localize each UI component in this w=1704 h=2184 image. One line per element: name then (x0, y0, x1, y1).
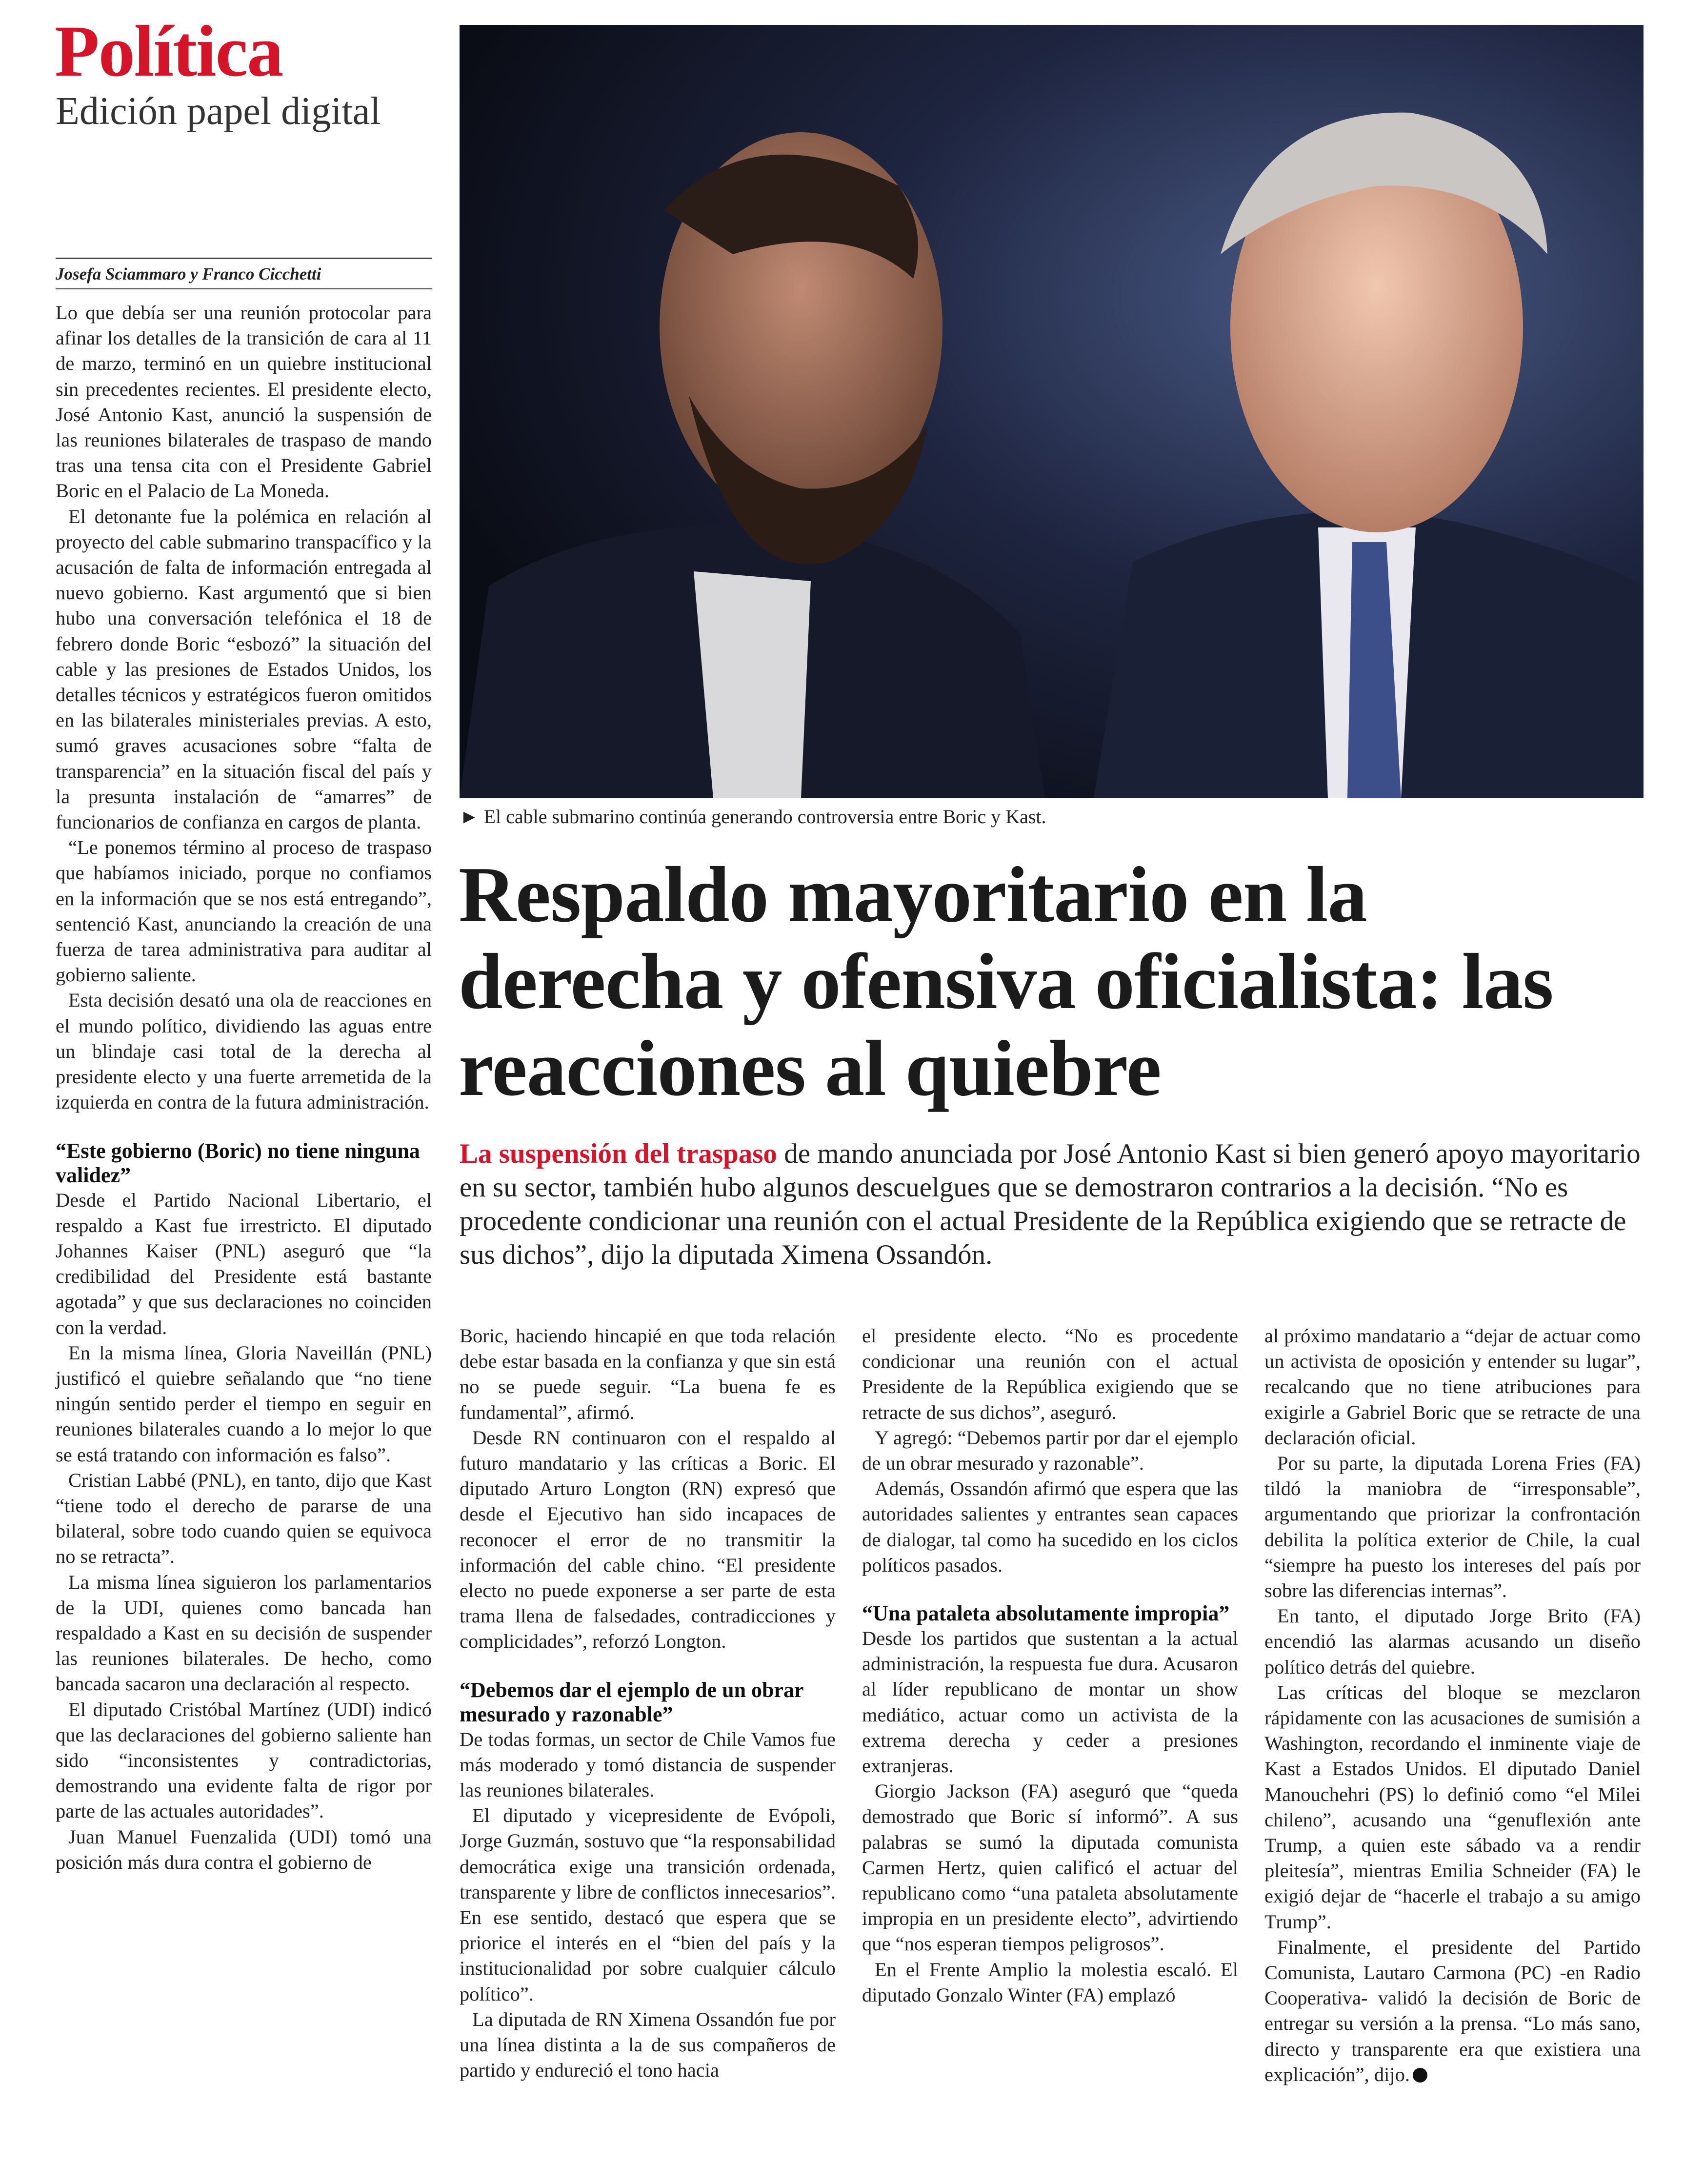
article-column-3 (862, 1323, 1238, 2008)
article-column-1 (56, 258, 432, 1875)
edition-label: Edición papel digital (56, 90, 381, 133)
paragraph: Además, Ossandón afirmó que espera que las autoridades salientes y entrantes sean capaces de dialogar, tal como ha sucedido en los ciclos políticos pasados. (862, 1477, 1238, 1576)
article-column-4 (1264, 1323, 1641, 2087)
paragraph: Y agregó: “Debemos partir por dar el ejemplo de un obrar mesurado y razonable”. (862, 1426, 1238, 1475)
end-mark-icon (1413, 2068, 1427, 2083)
paragraph: el presidente electo. “No es procedente condicionar una reunión con el actual Presidente de la República exigiendo que se retracte de sus dichos”, aseguró. (862, 1325, 1238, 1423)
article-column-2 (460, 1323, 836, 2083)
paragraph: Desde RN continuaron con el respaldo al futuro mandatario y las críticas a Boric. El diputado Arturo Longton (RN) expresó que desde el Ejecutivo han sido incapaces de reconocer el error de no transmitir la información del cable chino. “El presidente electo no puede exponerse a ser parte de esta trama llena de falsedades, contradicciones y complicidades”, reforzó Longton. (460, 1426, 836, 1653)
article-photo (460, 25, 1644, 798)
paragraph (1264, 1935, 1641, 2087)
closing-paragraph-text: Finalmente, el presidente del Partido Comunista, Lautaro Carmona (PC) -en Radio Cooperativa- validó la decisión de Boric de entregar su versión a la prensa. “Lo más sano, directo y transparente era que existiera una explicación”, dijo. (1264, 1936, 1641, 2085)
paragraph: Desde los partidos que sustentan a la actual administración, la respuesta fue dura. Acusaron al líder republicano de montar un show mediático, actuar como un activista de la extrema derecha y ceder a presiones extranjeras. (862, 1627, 1238, 1777)
lead-highlight: La suspensión del traspaso (460, 1138, 777, 1169)
paragraph: La misma línea siguieron los parlamentarios de la UDI, quienes como bancada han respaldado a Kast en su decisión de suspender las reuniones bilaterales. De hecho, como bancada sacaron una declaración al respecto. (56, 1571, 432, 1695)
photo-boric-kast (460, 25, 1644, 798)
paragraph: La diputada de RN Ximena Ossandón fue por una línea distinta a la de sus compañeros de partido y endureció el tono hacia (460, 2008, 836, 2082)
paragraph: Giorgio Jackson (FA) aseguró que “queda demostrado que Boric sí informó”. A sus palabras se sumó la diputada comunista Carmen Hertz, quien calificó el actuar del republicano como “una pataleta absolutamente impropia en un presidente electo”, advirtiendo que “nos esperan tiempos peligrosos”. (862, 1780, 1238, 1955)
paragraph: Cristian Labbé (PNL), en tanto, dijo que Kast “tiene todo el derecho de pararse de una bilateral, sobre todo cuando quien se equivoca no se retracta”. (56, 1469, 432, 1568)
subheading: “Este gobierno (Boric) no tiene ninguna validez” (56, 1138, 420, 1187)
headline: Respaldo mayoritario en la derecha y ofensiva oficialista: las reacciones al quiebre (459, 851, 1553, 1112)
paragraph: De todas formas, un sector de Chile Vamos fue más moderado y tomó distancia de suspender las reuniones bilaterales. (460, 1728, 836, 1801)
paragraph: al próximo mandatario a “dejar de actuar como un activista de oposición y entender su lugar”, recalcando que no tiene atribuciones para exigirle a Gabriel Boric que se retracte de una declaración oficial. (1264, 1325, 1641, 1449)
paragraph: Esta decisión desató una ola de reacciones en el mundo político, dividiendo las aguas entre un blindaje casi total de la derecha al presidente electo y una fuerte arremetida de la izquierda en contra de la futura administración. (56, 989, 432, 1113)
paragraph: El detonante fue la polémica en relación al proyecto del cable submarino transpacífico y la acusación de falta de información entregada al nuevo gobierno. Kast argumentó que si bien hubo una conversación telefónica el 18 de febrero donde Boric “esbozó” la situación del cable y las presiones de Estados Unidos, los detalles técnicos y estratégicos fueron omitidos en las bilaterales ministeriales previas. A esto, sumó graves acusaciones sobre “falta de transparencia” en la situación fiscal del país y la presunta instalación de “amarres” de funcionarios de confianza en cargos de planta. (56, 505, 432, 833)
photo-caption: ► El cable submarino continúa generando controversia entre Boric y Kast. (460, 806, 1046, 828)
section-title: Política (55, 11, 283, 92)
paragraph: Por su parte, la diputada Lorena Fries (FA) tildó la maniobra de “irresponsable”, argumentando que priorizar la confrontación debilita la política exterior de Chile, la cual “siempre ha puesto los intereses del país por sobre las diferencias internas”. (1264, 1452, 1641, 1602)
paragraph: En el Frente Amplio la molestia escaló. El diputado Gonzalo Winter (FA) emplazó (862, 1958, 1238, 2006)
paragraph: En tanto, el diputado Jorge Brito (FA) encendió las alarmas acusando un diseño político detrás del quiebre. (1264, 1605, 1641, 1678)
paragraph: Boric, haciendo hincapié en que toda relación debe estar basada en la confianza y que sin está no se puede seguir. “La buena fe es fundamental”, afirmó. (460, 1325, 836, 1423)
paragraph: Las críticas del bloque se mezclaron rápidamente con las acusaciones de sumisión a Washington, recordando el inminente viaje de Kast a Estados Unidos. El diputado Daniel Manouchehri (PS) lo definió como “el Milei chileno”, acusando una “genuflexión ante Trump, a quien este sábado va a rendir pleitesía”, mientras Emilia Schneider (FA) le exigió dejar de “hacerle el trabajo a su amigo Trump”. (1264, 1681, 1641, 1933)
paragraph: Juan Manuel Fuenzalida (UDI) tomó una posición más dura contra el gobierno de (56, 1825, 432, 1873)
paragraph: Lo que debía ser una reunión protocolar para afinar los detalles de la transición de cara al 11 de marzo, terminó en un quiebre institucional sin precedentes recientes. El presidente electo, José Antonio Kast, anunció la suspensión de las reuniones bilaterales de traspaso de mando tras una tensa cita con el Presidente Gabriel Boric en el Palacio de La Moneda. (56, 302, 432, 502)
paragraph: El diputado Cristóbal Martínez (UDI) indicó que las declaraciones del gobierno saliente han sido “inconsistentes y contradictorias, demostrando una evidente falta de rigor por parte de las actuales autoridades”. (56, 1698, 432, 1822)
lead-text: de mando anunciada por José Antonio Kast si bien generó apoyo mayoritario en su sector, también hubo algunos descuelgues que se demostraron contrarios a la decisión. “No es procedente condicionar una reunión con el actual Presidente de la República exigiendo que se retracte de sus dichos”, dijo la diputada Ximena Ossandón. (460, 1138, 1641, 1270)
paragraph: El diputado y vicepresidente de Evópoli, Jorge Guzmán, sostuvo que “la responsabilidad democrática exige una transición ordenada, transparente y libre de conflictos innecesarios”. En ese sentido, destacó que espera que se priorice el interés en el “bien del país y la institucionalidad por sobre cualquier cálculo político”. (460, 1804, 836, 2005)
byline: Josefa Sciammaro y Franco Cicchetti (56, 258, 432, 289)
paragraph: En la misma línea, Gloria Naveillán (PNL) justificó el quiebre señalando que “no tiene ningún sentido perder el tiempo en seguir en reuniones bilaterales cuando a lo mejor lo que se está tratando con información es falso”. (56, 1341, 432, 1466)
paragraph: Desde el Partido Nacional Libertario, el respaldo a Kast fue irrestricto. El diputado Johannes Kaiser (PNL) aseguró que “la credibilidad del Presidente está bastante agotada” y que sus declaraciones no coinciden con la verdad. (56, 1189, 432, 1338)
paragraph: “Le ponemos término al proceso de traspaso que habíamos iniciado, porque no confiamos en la información que se nos está entregando”, sentenció Kast, anunciando la creación de una fuerza de tarea administrativa para auditar al gobierno saliente. (56, 836, 432, 986)
subheading: “Una pataleta absolutamente impropia” (862, 1601, 1230, 1626)
subheading: “Debemos dar el ejemplo de un obrar mesurado y razonable” (460, 1678, 803, 1726)
lead-paragraph (460, 1137, 1645, 1272)
